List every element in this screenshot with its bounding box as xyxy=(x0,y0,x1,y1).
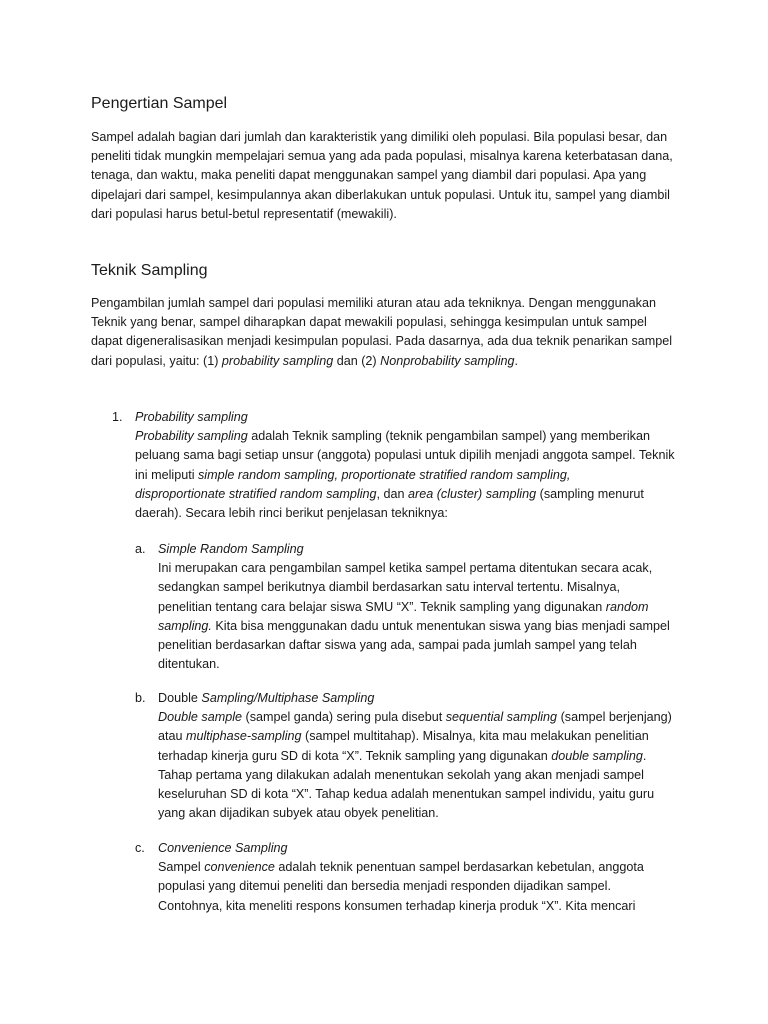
text-run-italic: Sampling/Multiphase Sampling xyxy=(201,691,375,705)
text-line: Teknik yang benar, sampel diharapkan dapat mewakili populasi, sehingga kesimpulan untuk sampel xyxy=(91,315,647,330)
text-line: dari populasi harus betul-betul representatif (mewakili). xyxy=(91,206,397,221)
text-run-italic: Double sample xyxy=(158,710,243,725)
text-run: terhadap kinerja guru SD di kota “X”. Teknik sampling yang digunakan xyxy=(158,748,552,763)
heading-pengertian-sampel: Pengertian Sampel xyxy=(91,95,228,112)
text-line: dipelajari dari sampel, kesimpulannya akan diberlakukan untuk populasi. Untuk itu, sampel yang diambil xyxy=(91,187,670,202)
text-run-italic: double sampling xyxy=(551,748,643,763)
text-line: tenaga, dan waktu, maka peneliti dapat menggunakan sampel yang diambil dari populasi. Apa yang xyxy=(91,168,647,183)
list-item-probability-sampling xyxy=(135,408,695,523)
heading-teknik-sampling: Teknik Sampling xyxy=(91,262,208,279)
text-run: Double xyxy=(158,691,202,705)
paragraph-pengertian-sampel xyxy=(91,128,691,224)
text-run-italic: sequential sampling xyxy=(445,710,558,725)
text-run-italic: random xyxy=(605,599,649,614)
text-run-italic: convenience xyxy=(204,860,275,875)
text-line: peluang sama bagi setiap unsur (anggota) populasi untuk dipilih menjadi anggota sampel. Teknik xyxy=(135,448,675,463)
text-run-italic: probability sampling xyxy=(221,353,334,368)
list-item-double-sampling xyxy=(158,689,698,823)
text-line: penelitian berdasarkan daftar siswa yang ada, sampai pada jumlah sampel yang telah xyxy=(158,638,637,653)
text-line: populasi yang ditemui peneliti dan bersedia menjadi responden dijadikan sampel. xyxy=(158,879,611,894)
text-line xyxy=(91,352,691,371)
list-letter-c: c. xyxy=(135,841,145,855)
list-item-title: Probability sampling xyxy=(135,410,248,424)
text-line: sedangkan sampel berikutnya diambil berdasarkan satu interval tertentu. Misalnya, xyxy=(158,580,621,595)
text-run: (sampel multitahap). Misalnya, kita mau melakukan penelitian xyxy=(301,729,649,744)
text-line: keseluruhan SD di kota “X”. Tahap kedua adalah menentukan sampel individu, yaitu guru xyxy=(158,787,655,802)
text-run: penelitian tentang cara belajar siswa SMU “X”. Teknik sampling yang digunakan xyxy=(158,599,606,614)
text-run-italic: area (cluster) sampling xyxy=(408,486,537,501)
list-letter-b: b. xyxy=(135,691,146,705)
text-line: yang akan dijadikan subyek atau obyek penelitian. xyxy=(158,806,439,821)
text-run: . xyxy=(642,748,647,763)
text-line: Sampel adalah bagian dari jumlah dan karakteristik yang dimiliki oleh populasi. Bila populasi besar, dan xyxy=(91,130,668,144)
list-item-title: Convenience Sampling xyxy=(158,841,288,855)
text-run-italic: sampling. xyxy=(158,618,212,633)
text-line xyxy=(158,747,698,766)
text-run: adalah Teknik sampling (teknik pengambilan sampel) yang memberikan xyxy=(247,429,650,444)
text-run: (sampling menurut xyxy=(536,486,644,501)
paragraph-teknik-sampling xyxy=(91,294,691,371)
text-line xyxy=(158,708,698,727)
text-line: daerah). Secara lebih rinci berikut penjelasan tekniknya: xyxy=(135,506,448,521)
text-line xyxy=(158,617,698,636)
list-number-1: 1. xyxy=(112,410,123,424)
text-line: Contohnya, kita meneliti respons konsumen terhadap kinerja produk “X”. Kita mencari xyxy=(158,898,636,913)
text-line xyxy=(158,727,698,746)
text-run-italic: disproportionate stratified random sampling xyxy=(135,486,377,501)
list-item-simple-random-sampling xyxy=(158,540,698,674)
text-line xyxy=(158,858,698,877)
text-run-italic: simple random sampling, proportionate stratified random sampling, xyxy=(198,467,571,482)
text-run: dan (2) xyxy=(333,353,381,368)
list-item-title xyxy=(158,689,698,708)
list-letter-a: a. xyxy=(135,542,146,556)
text-line: Ini merupakan cara pengambilan sampel ketika sampel pertama ditentukan secara acak, xyxy=(158,561,653,576)
text-line: ditentukan. xyxy=(158,657,220,672)
list-item-title: Simple Random Sampling xyxy=(158,542,304,556)
text-run: ini meliputi xyxy=(135,467,198,482)
list-item-convenience-sampling xyxy=(158,839,698,916)
text-line xyxy=(135,466,695,485)
text-line xyxy=(135,427,695,446)
text-run: atau xyxy=(158,729,187,744)
text-run: Kita bisa menggunakan dadu untuk menentukan siswa yang bias menjadi sampel xyxy=(211,618,670,633)
text-run-italic: Probability sampling xyxy=(135,429,248,444)
text-line: peneliti tidak mungkin mempelajari semua yang ada pada populasi, misalnya karena keterbatasan dana, xyxy=(91,149,673,164)
text-line xyxy=(158,598,698,617)
text-line xyxy=(135,485,695,504)
text-run: . xyxy=(514,353,519,368)
text-run: Sampel xyxy=(158,860,205,875)
text-run: , dan xyxy=(376,486,409,501)
text-line: dapat digeneralisasikan menjadi kesimpulan populasi. Pada dasarnya, ada dua teknik penarikan sampel xyxy=(91,334,673,349)
text-run: (sampel berjenjang) xyxy=(557,710,672,725)
text-run-italic: Nonprobability sampling xyxy=(380,353,515,368)
text-run: adalah teknik penentuan sampel berdasarkan kebetulan, anggota xyxy=(274,860,644,875)
text-run: dari populasi, yaitu: (1) xyxy=(91,353,222,368)
text-line: Tahap pertama yang dilakukan adalah menentukan sekolah yang akan menjadi sampel xyxy=(158,767,644,782)
text-run: (sampel ganda) sering pula disebut xyxy=(242,710,446,725)
text-line: Pengambilan jumlah sampel dari populasi memiliki aturan atau ada tekniknya. Dengan menggunakan xyxy=(91,296,656,310)
text-run-italic: multiphase-sampling xyxy=(186,729,302,744)
